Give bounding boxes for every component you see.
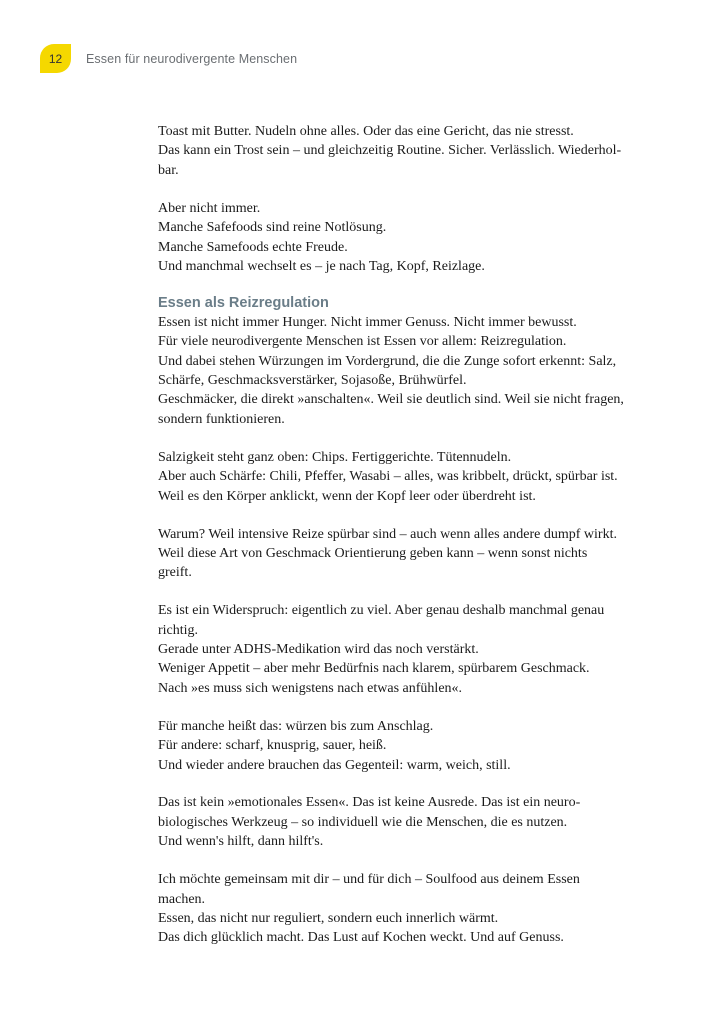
text-line: Salzigkeit steht ganz oben: Chips. Fertiggerichte. Tütennudeln. [158, 449, 512, 465]
text-line: Essen, das nicht nur reguliert, sondern euch innerlich wärmt. [158, 911, 499, 926]
page-header [40, 44, 297, 73]
text-line: Essen ist nicht immer Hunger. Nicht immer Genuss. Nicht immer bewusst. [158, 314, 577, 330]
paragraph [158, 601, 668, 698]
text-line: Geschmäcker, die direkt »anschalten«. Weil sie deutlich sind. Weil sie nicht fragen, [158, 392, 624, 408]
text-line: Warum? Weil intensive Reize spürbar sind – auch wenn alles andere dumpf wirkt. [158, 526, 617, 542]
paragraph [158, 793, 668, 851]
text-line: Nach »es muss sich wenigstens nach etwas anfühlen«. [158, 680, 463, 696]
text-line: Aber nicht immer. [158, 200, 261, 216]
text-line: machen. [158, 891, 206, 907]
text-line: sondern funktionieren. [158, 411, 285, 427]
paragraph [158, 122, 668, 180]
text-line: Manche Samefoods echte Freude. [158, 239, 348, 255]
paragraph [158, 313, 668, 429]
text-line: Weil es den Körper anklickt, wenn der Kopf leer oder überdreht ist. [158, 488, 536, 504]
text-line: Toast mit Butter. Nudeln ohne alles. Oder das eine Gericht, das nie stresst. [158, 124, 574, 139]
text-line: Ich möchte gemeinsam mit dir – und für dich – Soulfood aus deinem Essen [158, 872, 580, 888]
text-line: Das kann ein Trost sein – und gleichzeitig Routine. Sicher. Verlässlich. Wiederhol- [158, 143, 622, 159]
intro-section [158, 122, 668, 276]
text-line: Und wieder andere brauchen das Gegenteil: warm, weich, still. [158, 757, 511, 773]
paragraph [158, 870, 668, 948]
running-title: Essen für neurodivergente Menschen [86, 51, 298, 66]
section-heading: Essen als Reizregulation [158, 294, 329, 311]
text-line: Weil diese Art von Geschmack Orientierung geben kann – wenn sonst nichts [158, 545, 588, 561]
paragraph [158, 525, 668, 583]
page-number-badge [40, 44, 71, 73]
text-line: Für andere: scharf, knusprig, sauer, heiß. [158, 738, 387, 754]
text-line: Gerade unter ADHS-Medikation wird das noch verstärkt. [158, 642, 479, 658]
text-line: Und wenn's hilft, dann hilft's. [158, 834, 324, 850]
paragraph [158, 199, 668, 277]
text-line: Weniger Appetit – aber mehr Bedürfnis nach klarem, spürbarem Geschmack. [158, 661, 590, 677]
text-line: Für manche heißt das: würzen bis zum Anschlag. [158, 718, 434, 734]
text-line: Schärfe, Geschmacksverstärker, Sojasoße, Brühwürfel. [158, 373, 467, 389]
text-line: bar. [158, 162, 179, 178]
text-line: Aber auch Schärfe: Chili, Pfeffer, Wasabi – alles, was kribbelt, drückt, spürbar ist. [158, 469, 618, 485]
text-line: Das ist kein »emotionales Essen«. Das ist keine Ausrede. Das ist ein neuro- [158, 795, 581, 811]
paragraph [158, 448, 668, 506]
paragraph [158, 717, 668, 775]
text-line: Und manchmal wechselt es – je nach Tag, Kopf, Reizlage. [158, 258, 485, 274]
text-line: Für viele neurodivergente Menschen ist Essen vor allem: Reizregulation. [158, 334, 567, 350]
page-body [158, 122, 668, 966]
text-line: richtig. [158, 622, 199, 638]
section-body [158, 313, 668, 948]
text-line: Und dabei stehen Würzungen im Vordergrund, die die Zunge sofort erkennt: Salz, [158, 353, 617, 369]
text-line: biologisches Werkzeug – so individuell wie die Menschen, die es nutzen. [158, 814, 568, 830]
page-number: 12 [48, 51, 63, 66]
text-line: Das dich glücklich macht. Das Lust auf Kochen weckt. Und auf Genuss. [158, 930, 564, 946]
text-line: Es ist ein Widerspruch: eigentlich zu viel. Aber genau deshalb manchmal genau [158, 603, 605, 619]
text-line: Manche Safefoods sind reine Notlösung. [158, 220, 387, 236]
text-line: greift. [158, 565, 192, 581]
